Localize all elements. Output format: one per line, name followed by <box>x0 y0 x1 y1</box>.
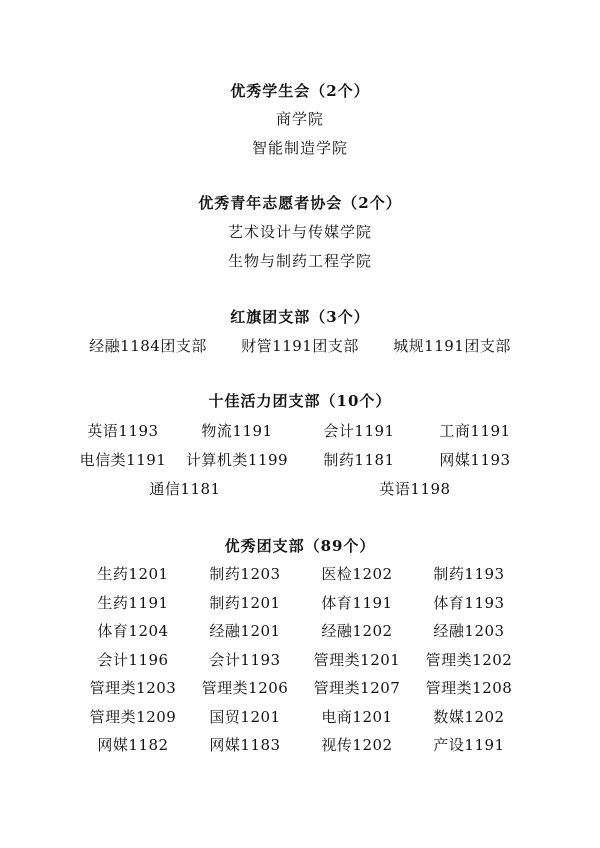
list-item: 管理类1208 <box>425 679 513 697</box>
section-heading-student-union: 优秀学生会（2个） <box>230 82 370 100</box>
list-item: 网媒1182 <box>97 736 169 754</box>
list-item: 生药1201 <box>97 565 169 583</box>
list-item: 网媒1193 <box>439 451 511 469</box>
section-heading-red-flag: 红旗团支部（3个） <box>230 308 370 326</box>
list-item: 经融1203 <box>433 622 505 640</box>
list-item: 智能制造学院 <box>251 139 348 157</box>
list-item: 电商1201 <box>321 707 393 726</box>
list-item: 制药1181 <box>323 451 395 469</box>
list-item: 国贸1201 <box>209 707 281 726</box>
list-item: 会计1191 <box>323 422 395 440</box>
list-item: 产设1191 <box>433 736 505 754</box>
list-item: 会计1193 <box>209 650 281 669</box>
list-item: 电信类1191 <box>79 451 167 469</box>
list-item: 经融1201 <box>209 622 281 640</box>
section-heading-volunteer: 优秀青年志愿者协会（2个） <box>198 194 402 212</box>
list-item: 英语1193 <box>87 422 159 440</box>
list-item: 管理类1209 <box>89 707 177 726</box>
list-item: 数媒1202 <box>433 707 505 726</box>
list-item: 生药1191 <box>97 593 169 612</box>
list-item: 管理类1203 <box>89 679 177 697</box>
list-item: 艺术设计与传媒学院 <box>227 223 372 241</box>
list-item: 物流1191 <box>201 422 273 440</box>
section-heading-excellent: 优秀团支部（89个） <box>224 537 376 555</box>
list-item: 制药1201 <box>209 593 281 612</box>
list-item: 英语1198 <box>379 480 451 498</box>
list-item: 制药1203 <box>209 565 281 583</box>
list-item: 通信1181 <box>149 480 221 498</box>
list-item: 体育1191 <box>321 593 393 612</box>
list-item: 网媒1183 <box>209 736 281 754</box>
list-item: 工商1191 <box>439 422 511 440</box>
list-item: 体育1204 <box>97 622 169 640</box>
list-item: 体育1193 <box>433 593 505 612</box>
list-item: 商学院 <box>275 110 324 128</box>
section-heading-top-ten: 十佳活力团支部（10个） <box>208 392 392 410</box>
list-item: 生物与制药工程学院 <box>227 252 372 270</box>
list-item: 视传1202 <box>321 736 393 754</box>
list-item: 经融1184团支部 <box>89 337 207 355</box>
list-item: 计算机类1199 <box>185 451 289 469</box>
list-item: 经融1202 <box>321 622 393 640</box>
list-item: 会计1196 <box>97 650 169 669</box>
list-item: 管理类1201 <box>313 650 401 669</box>
list-item: 财管1191团支部 <box>241 337 359 355</box>
list-item: 城规1191团支部 <box>393 337 511 355</box>
list-item: 管理类1202 <box>425 650 513 669</box>
list-item: 管理类1207 <box>313 679 401 697</box>
list-item: 管理类1206 <box>201 679 289 697</box>
list-item: 医检1202 <box>321 565 393 583</box>
list-item: 制药1193 <box>433 565 505 583</box>
